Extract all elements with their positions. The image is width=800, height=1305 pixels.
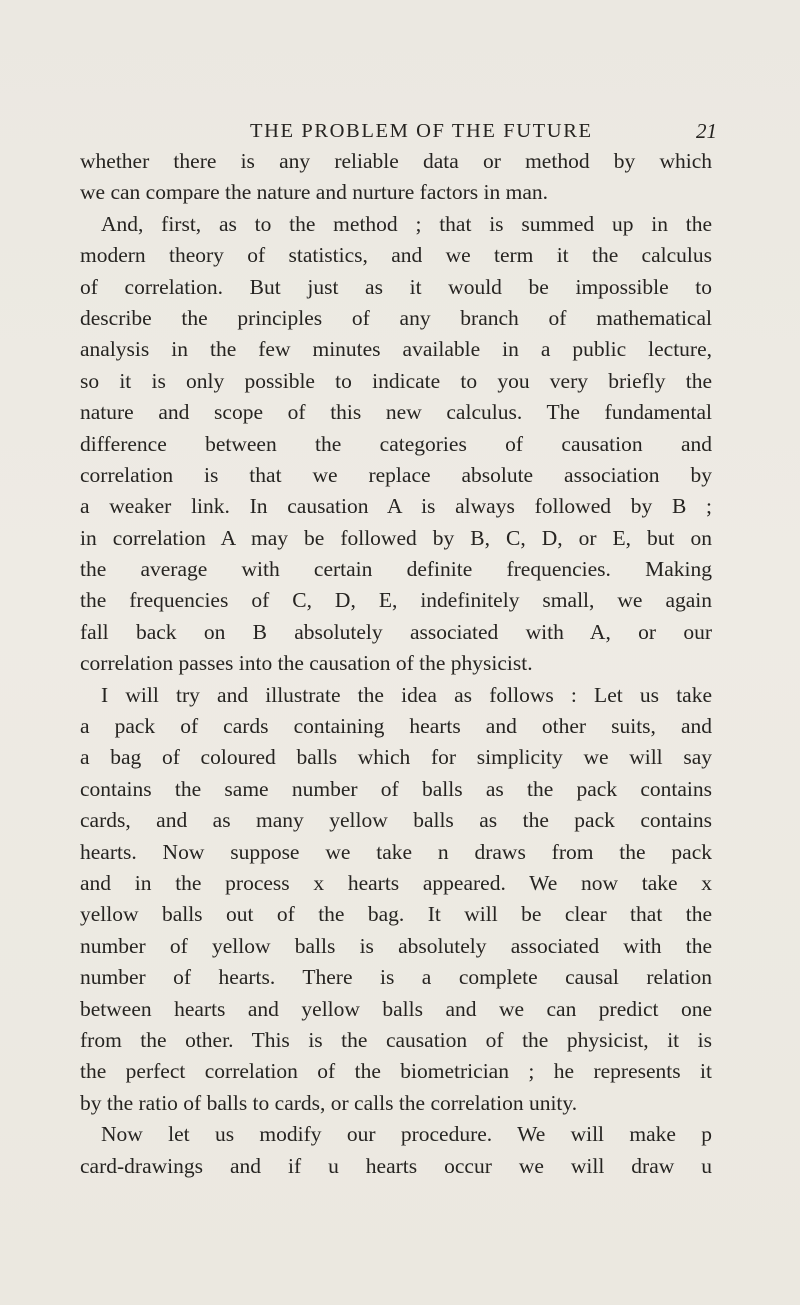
text-line: card-drawings and if u hearts occur we will draw u: [80, 1153, 712, 1178]
text-line: And, first, as to the method ; that is summed up in the: [101, 211, 712, 236]
text-line: hearts. Now suppose we take n draws from the pack: [80, 839, 712, 864]
text-line: in correlation A may be followed by B, C, D, or E, but on: [80, 525, 712, 550]
text-line: a weaker link. In causation A is always followed by B ;: [80, 494, 712, 519]
text-line: yellow balls out of the bag. It will be clear that the: [80, 902, 712, 927]
text-line: number of hearts. There is a complete causal relation: [80, 965, 712, 990]
text-line: correlation is that we replace absolute association by: [80, 462, 712, 487]
text-line: whether there is any reliable data or method by which: [80, 149, 712, 173]
text-line: the average with certain definite frequencies. Making: [80, 557, 712, 582]
text-line: fall back on B absolutely associated with A, or our: [80, 619, 712, 644]
chapter-title: THE PROBLEM OF THE FUTURE: [250, 120, 593, 142]
text-line: the perfect correlation of the biometrician ; he represents it: [80, 1059, 712, 1084]
page-number: 21: [696, 119, 717, 143]
text-line: cards, and as many yellow balls as the pack contains: [80, 808, 712, 833]
text-line: by the ratio of balls to cards, or calls the correlation unity.: [80, 1090, 578, 1115]
text-line: contains the same number of balls as the pack contains: [80, 776, 712, 801]
text-line: from the other. This is the causation of the physicist, it is: [80, 1027, 712, 1052]
text-line: modern theory of statistics, and we term it the calculus: [80, 243, 712, 268]
text-line: correlation passes into the causation of the physicist.: [80, 651, 533, 676]
text-line: describe the principles of any branch of mathematical: [80, 305, 712, 330]
text-line: I will try and illustrate the idea as follows : Let us take: [101, 682, 712, 707]
text-line: the frequencies of C, D, E, indefinitely small, we again: [80, 588, 712, 613]
body-text: [80, 146, 712, 1182]
text-line: between hearts and yellow balls and we can predict one: [80, 996, 712, 1021]
text-line: a pack of cards containing hearts and other suits, and: [80, 714, 712, 739]
text-line: a bag of coloured balls which for simplicity we will say: [80, 745, 712, 770]
text-line: analysis in the few minutes available in a public lecture,: [80, 337, 712, 362]
text-line: nature and scope of this new calculus. The fundamental: [80, 400, 712, 425]
text-line: Now let us modify our procedure. We will make p: [101, 1122, 712, 1147]
text-line: difference between the categories of causation and: [80, 431, 712, 456]
text-line: number of yellow balls is absolutely associated with the: [80, 933, 712, 958]
text-line: so it is only possible to indicate to you very briefly the: [80, 368, 712, 393]
text-line: we can compare the nature and nurture factors in man.: [80, 180, 549, 205]
text-line: of correlation. But just as it would be impossible to: [80, 274, 712, 299]
text-line: and in the process x hearts appeared. We now take x: [80, 870, 712, 895]
running-head: [0, 116, 800, 146]
